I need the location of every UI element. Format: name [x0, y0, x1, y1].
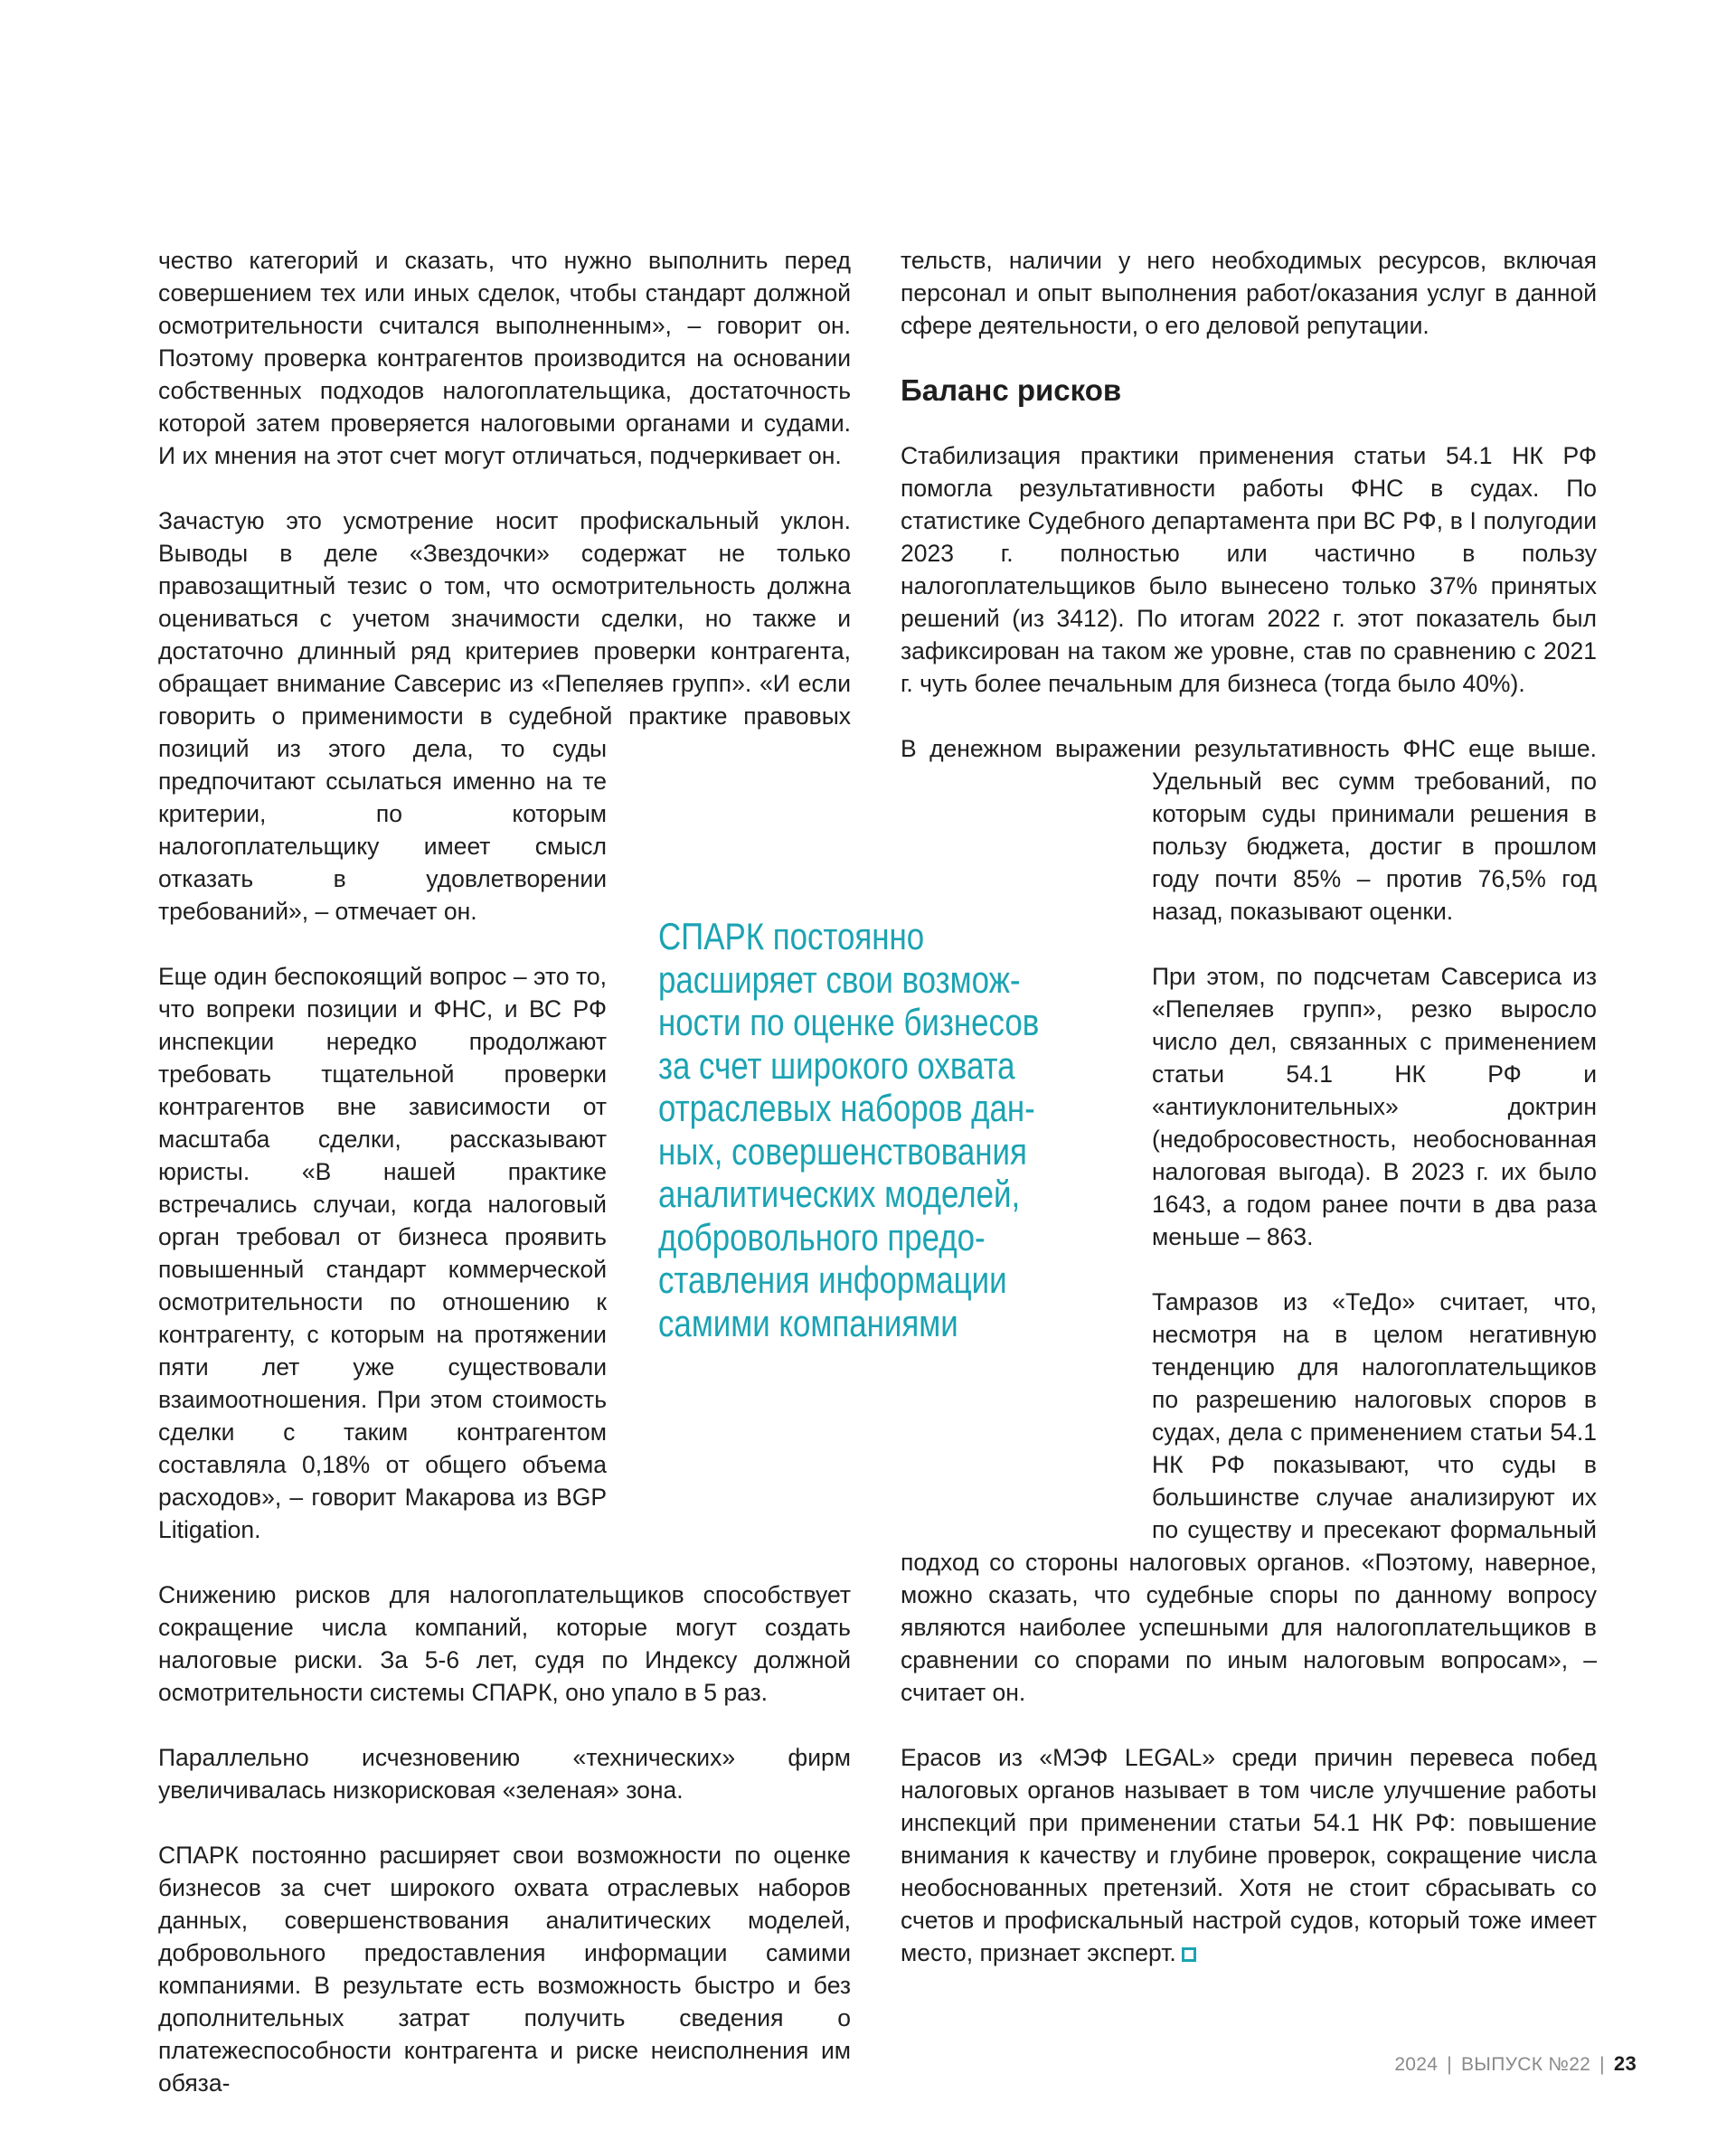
right-paragraph-6-text: Ерасов из «МЭФ LEGAL» среди причин перевеса побед налоговых органов называет в том числе улучшение работы инспекций при применении статьи 54.1 НК РФ: повышение внимания к качеству и глубине проверок, сокращение числа необоснованных претензий. Хотя не стоит сбрасывать со счетов и профискальный настрой судов, который тоже имеет место, признает эксперт. — [901, 1744, 1597, 1966]
footer-issue: ВЫПУСК №22 — [1461, 2054, 1591, 2075]
right-paragraph-4: При этом, по подсчетам Савсериса из «Пепеляев групп», резко выросло число дел, связанных с применением статьи 54.1 НК РФ и «антиуклонительных» доктрин (недобросовестность, необоснованная налоговая выгода). В 2023 г. их было 1643, а годом ранее почти в два раза меньше – 863. — [1152, 963, 1597, 1250]
pull-quote-line: ных, совершенствования — [658, 1129, 1027, 1173]
pull-quote-line: СПАРК постоянно — [658, 915, 925, 957]
right-paragraph-2: Стабилизация практики применения статьи 54.1 НК РФ помогла результативности работы ФНС в судах. По статистике Судебного департамента при ВС РФ, в I полугодии 2023 г. полностью или частично в пользу налогоплательщиков было вынесено только 37% принятых решений (из 3412). По итогам 2022 г. этот показатель был зафиксирован на таком же уровне, став по сравнению с 2021 г. чуть более печальным для бизнеса (тогда было 40%). — [901, 442, 1597, 697]
page-footer — [1394, 2052, 1637, 2076]
right-paragraph-6 — [901, 1741, 1597, 1969]
left-paragraph-2: Зачастую это усмотрение носит профискальный уклон. Выводы в деле «Звездочки» содержат не только правозащитный тезис о том, что осмотрительность должна оцениваться с учетом значимости сделки, но также и достаточно длинный ряд критериев проверки контрагента, обращает внимание Савсерис из «Пепеляев групп». «И если говорить о применимости в судебной практике правовых позиций из этого дела, то суды предпочитают ссылаться именно на те критерии, по которым налогоплательщику имеет смысл отказать в удовлетворении требований», – отмечает он. — [158, 507, 851, 925]
end-of-article-icon — [1182, 1947, 1196, 1962]
pull-quote-line: добровольного предо- — [658, 1215, 986, 1258]
pull-quote-line: самими компаниями — [658, 1301, 958, 1344]
left-paragraph-6: СПАРК постоянно расширяет свои возможности по оценке бизнесов за счет широкого охвата отраслевых наборов данных, совершенствования аналитических моделей, добровольного предоставления информации самими компаниями. В результате есть возможность быстро и без дополнительных затрат получить сведения о платежеспособности контрагента и риске неисполнения им обяза- — [158, 1842, 851, 2097]
pull-quote-line: за счет широкого охвата — [658, 1043, 1015, 1087]
pull-quote-line: аналитических моделей, — [658, 1173, 1021, 1215]
pull-quote-line: ности по оценке бизнесов — [658, 1001, 1040, 1043]
left-paragraph-1: чество категорий и сказать, что нужно выполнить перед совершением тех или иных сделок, чтобы стандарт должной осмотрительности считался выполненным», – говорит он. Поэтому проверка контрагентов производится на основании собственных подходов налогоплательщика, достаточность которой затем проверяется налоговыми органами и судами. И их мнения на этот счет могут отличаться, подчеркивает он. — [158, 247, 851, 469]
pull-quote-line: отраслевых наборов дан- — [658, 1087, 1035, 1129]
footer-year: 2024 — [1394, 2054, 1439, 2075]
footer-separator: | — [1447, 2054, 1452, 2075]
right-paragraph-5: Тамразов из «ТеДо» считает, что, несмотря на в целом негативную тенденцию для налогоплательщиков по разрешению налоговых споров в судах, дела с применением статьи 54.1 НК РФ показывают, что суды в большинстве случае анализируют их по существу и пресекают формальный подход со стороны налоговых органов. «Поэтому, наверное, можно сказать, что судебные споры по данному вопросу являются наиболее успешными для налогоплательщиков в сравнении со спорами по иным налоговым вопросам», – считает он. — [901, 1288, 1597, 1706]
left-paragraph-4: Снижению рисков для налогоплательщиков способствует сокращение числа компаний, которые могут создать налоговые риски. За 5-6 лет, судя по Индексу должной осмотрительности системы СПАРК, оно упало в 5 раз. — [158, 1581, 851, 1706]
page-number: 23 — [1613, 2052, 1637, 2075]
pull-quote-line: ставления информации — [658, 1258, 1007, 1301]
pull-quote-line: расширяет свои возмож- — [658, 957, 1021, 1001]
right-paragraph-1: тельств, наличии у него необходимых ресурсов, включая персонал и опыт выполнения работ/оказания услуг в данной сфере деятельности, о его деловой репутации. — [901, 247, 1597, 339]
pull-quote — [658, 915, 1083, 1344]
section-heading: Баланс рисков — [901, 373, 1122, 407]
right-paragraph-3: В денежном выражении результативность ФНС еще выше. Удельный вес сумм требований, по которым суды принимали решения в пользу бюджета, достиг в прошлом году почти 85% – против 76,5% год назад, показывают оценки. — [901, 735, 1597, 925]
left-paragraph-3: Еще один беспокоящий вопрос – это то, что вопреки позиции и ФНС, и ВС РФ инспекции нередко продолжают требовать тщательной проверки контрагентов вне зависимости от масштаба сделки, рассказывают юристы. «В нашей практике встречались случаи, когда налоговый орган требовал от бизнеса проявить повышенный стандарт коммерческой осмотрительности по отношению к контрагенту, с которым на протяжении пяти лет уже существовали взаимоотношения. При этом стоимость сделки с таким контрагентом составляла 0,18% от общего объема расходов», – говорит Макарова из BGP Litigation. — [158, 963, 607, 1543]
footer-separator: | — [1599, 2054, 1605, 2075]
left-paragraph-5: Параллельно исчезновению «технических» фирм увеличивалась низкорисковая «зеленая» зона. — [158, 1744, 851, 1804]
